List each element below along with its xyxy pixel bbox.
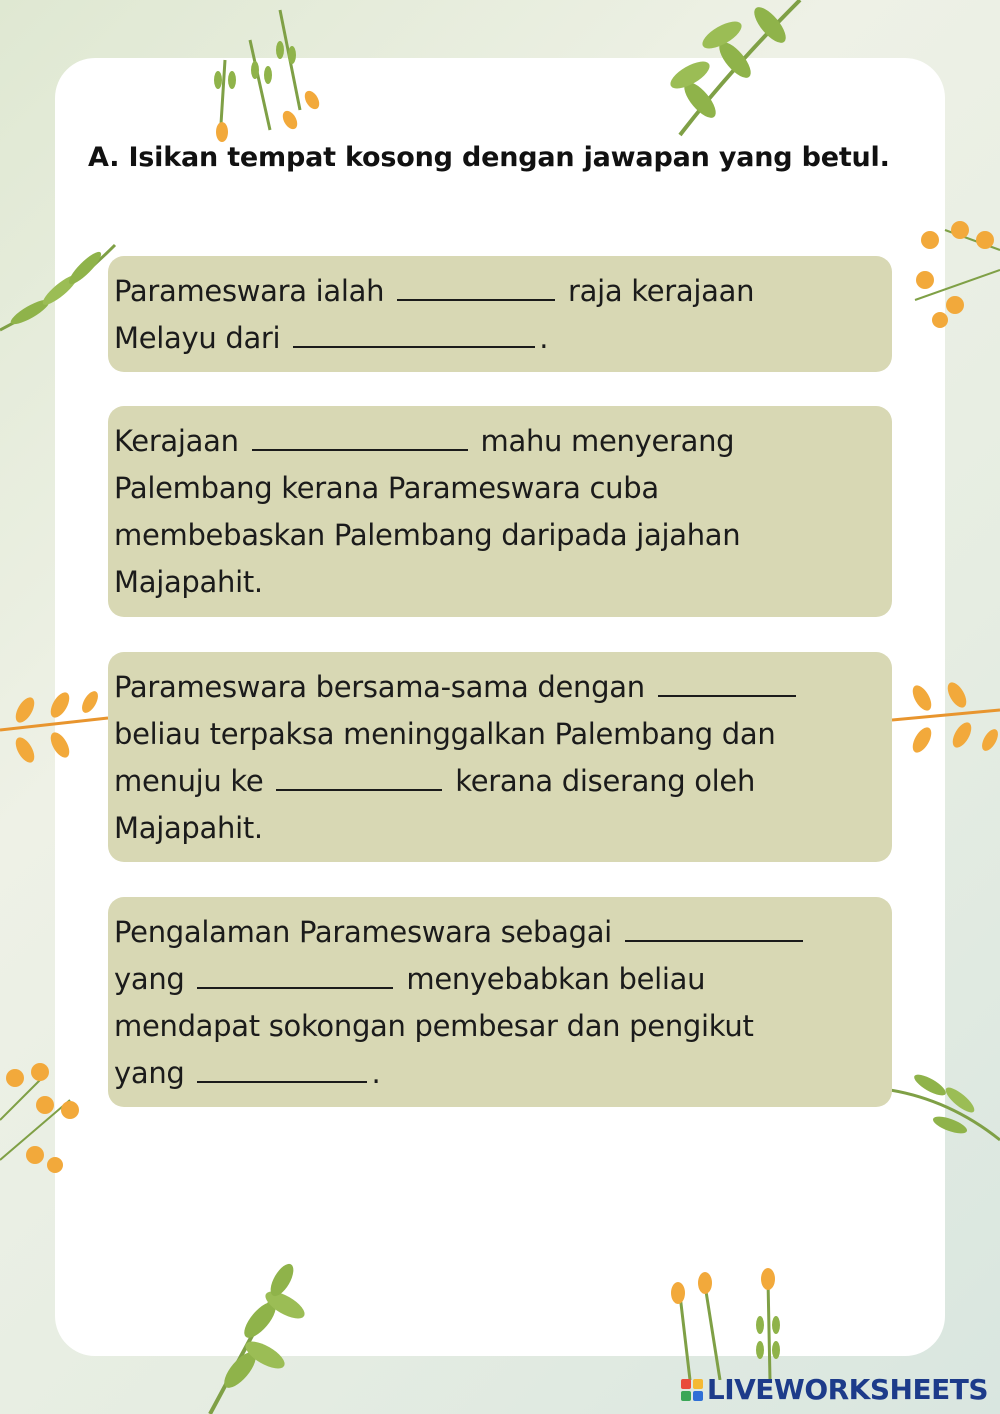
question-box-4 bbox=[108, 897, 892, 1107]
answer-blank[interactable] bbox=[276, 759, 442, 791]
answer-blank[interactable] bbox=[252, 419, 468, 451]
brand-name: LIVEWORKSHEETS bbox=[706, 1373, 988, 1406]
flower-branch-right-middle bbox=[892, 680, 1000, 770]
instruction-heading: A. Isikan tempat kosong dengan jawapan yang betul. bbox=[88, 142, 890, 173]
answer-blank[interactable] bbox=[197, 957, 393, 989]
leaf-branch-top-right bbox=[660, 0, 820, 140]
answer-blank[interactable] bbox=[397, 269, 555, 301]
flower-decoration-left-bottom bbox=[0, 1060, 95, 1190]
leaf-branch-bottom-left bbox=[190, 1260, 310, 1414]
question-line: yang . bbox=[114, 1050, 886, 1097]
question-line: menuju ke kerana diserang oleh bbox=[114, 758, 886, 805]
question-line: Parameswara ialah raja kerajaan bbox=[114, 268, 886, 315]
question-box-1 bbox=[108, 256, 892, 372]
flower-decoration-right-top bbox=[905, 210, 1000, 330]
question-line: yang menyebabkan beliau bbox=[114, 956, 886, 1003]
leaf-branch-left bbox=[0, 240, 120, 360]
question-line: Melayu dari . bbox=[114, 315, 886, 362]
answer-blank[interactable] bbox=[625, 910, 803, 942]
answer-blank[interactable] bbox=[197, 1051, 367, 1083]
question-line: mendapat sokongan pembesar dan pengikut bbox=[114, 1009, 754, 1043]
question-line: Majapahit. bbox=[114, 811, 263, 845]
liveworksheets-logo-icon bbox=[681, 1379, 703, 1401]
question-line: Palembang kerana Parameswara cuba bbox=[114, 471, 659, 505]
question-line: Majapahit. bbox=[114, 565, 263, 599]
question-line: membebaskan Palembang daripada jajahan bbox=[114, 518, 741, 552]
liveworksheets-brand[interactable] bbox=[681, 1373, 988, 1406]
question-line: Parameswara bersama-sama dengan bbox=[114, 664, 886, 711]
answer-blank[interactable] bbox=[658, 665, 796, 697]
leaf-branch-right-bottom bbox=[890, 1060, 1000, 1150]
plant-decoration-top-left bbox=[200, 0, 340, 150]
answer-blank[interactable] bbox=[293, 316, 535, 348]
question-box-3 bbox=[108, 652, 892, 862]
plant-decoration-bottom-right bbox=[660, 1265, 790, 1380]
flower-branch-left-middle bbox=[0, 690, 110, 780]
question-line: Pengalaman Parameswara sebagai bbox=[114, 909, 886, 956]
question-box-2 bbox=[108, 406, 892, 617]
question-line: beliau terpaksa meninggalkan Palembang dan bbox=[114, 717, 776, 751]
question-line: Kerajaan mahu menyerang bbox=[114, 418, 886, 465]
